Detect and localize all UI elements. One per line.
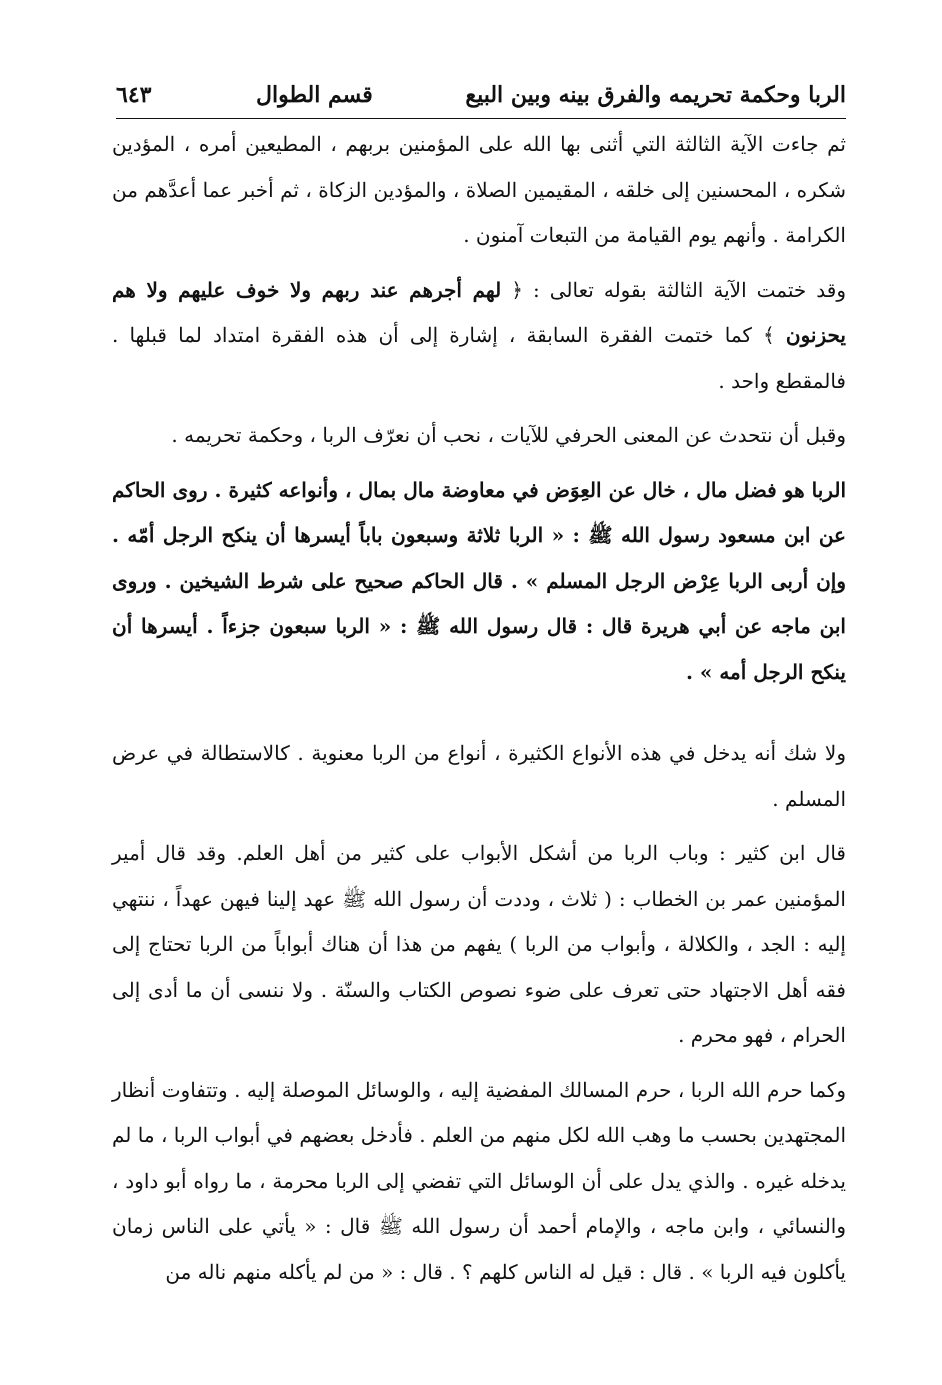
- paragraph: [112, 268, 846, 405]
- paragraph: [112, 413, 846, 459]
- paragraph: [112, 731, 846, 822]
- paragraph: [112, 831, 846, 1059]
- paragraph: [112, 468, 846, 696]
- bold-text-run: الربا هو فضل مال ، خال عن العِوَض في معاوضة مال بمال ، وأنواعه كثيرة . روى الحاكم عن ابن مسعود رسول الله ﷺ : « الربا ثلاثة وسبعون باباً أيسرها أن ينكح الرجل أمّه . وإن أربى الربا عِرْض الرجل المسلم » . قال الحاكم صحيح على شرط الشيخين . وروى ابن ماجه عن أبي هريرة قال : قال رسول الله ﷺ : « الربا سبعون جزءاً . أيسرها أن ينكح الرجل أمه » .: [112, 477, 846, 684]
- page-number: ٦٤٣: [116, 82, 152, 108]
- bold-text-run: لهم أجرهم عند ربهم ولا خوف عليهم ولا هم يحزنون: [112, 277, 846, 347]
- text-run: قال ابن كثير : وباب الربا من أشكل الأبواب على كثير من أهل العلم. وقد قال أمير المؤمنين عمر بن الخطاب : ( ثلاث ، وددت أن رسول الله ﷺ عهد إلينا فيهن عهداً ، ننتهي إليه : الجد ، والكلالة ، وأبواب من الربا ) يفهم من هذا أن هناك أبواباً من الربا تحتاج إلى فقه أهل الاجتهاد حتى تعرف على ضوء نصوص الكتاب والسنّة . ولا ننسى أن ما أدى إلى الحرام ، فهو محرم .: [112, 841, 846, 1047]
- paragraph: [112, 122, 846, 259]
- running-header: [116, 76, 846, 119]
- header-chapter-title: الربا وحكمة تحريمه والفرق بينه وبين البيع: [465, 82, 846, 108]
- text-run: وقد ختمت الآية الثالثة بقوله تعالى : ﴿: [501, 277, 846, 302]
- paragraph: [112, 1068, 846, 1296]
- text-run: ﴾ كما ختمت الفقرة السابقة ، إشارة إلى أن هذه الفقرة امتداد لما قبلها . فالمقطع واحد .: [112, 323, 846, 393]
- text-run: وكما حرم الله الربا ، حرم المسالك المفضية إليه ، والوسائل الموصلة إليه . وتتفاوت أنظار المجتهدين بحسب ما وهب الله لكل منهم من العلم . فأدخل بعضهم في أبواب الربا ، ما لم يدخله غيره . والذي يدل على أن الوسائل التي تفضي إلى الربا محرمة ، ما رواه أبو داود ، والنسائي ، وابن ماجه ، والإمام أحمد أن رسول الله ﷺ قال : « يأتي على الناس زمان يأكلون فيه الربا » . قال : قيل له الناس كلهم ؟ . قال : « من لم يأكله منهم ناله من: [112, 1077, 846, 1284]
- text-run: وقبل أن نتحدث عن المعنى الحرفي للآيات ، نحب أن نعرّف الربا ، وحكمة تحريمه .: [171, 423, 846, 447]
- text-run: ولا شك أنه يدخل في هذه الأنواع الكثيرة ، أنواع من الربا معنوية . كالاستطالة في عرض المسلم .: [112, 741, 846, 811]
- text-run: ثم جاءت الآية الثالثة التي أثنى بها الله على المؤمنين بربهم ، المطيعين أمره ، المؤدين شكره ، المحسنين إلى خلقه ، المقيمين الصلاة ، والمؤدين الزكاة ، ثم أخبر عما أعدَّهم من الكرامة . وأنهم يوم القيامة من التبعات آمنون .: [112, 132, 846, 247]
- body-text: [112, 122, 846, 1295]
- header-section-name: قسم الطوال: [256, 82, 373, 108]
